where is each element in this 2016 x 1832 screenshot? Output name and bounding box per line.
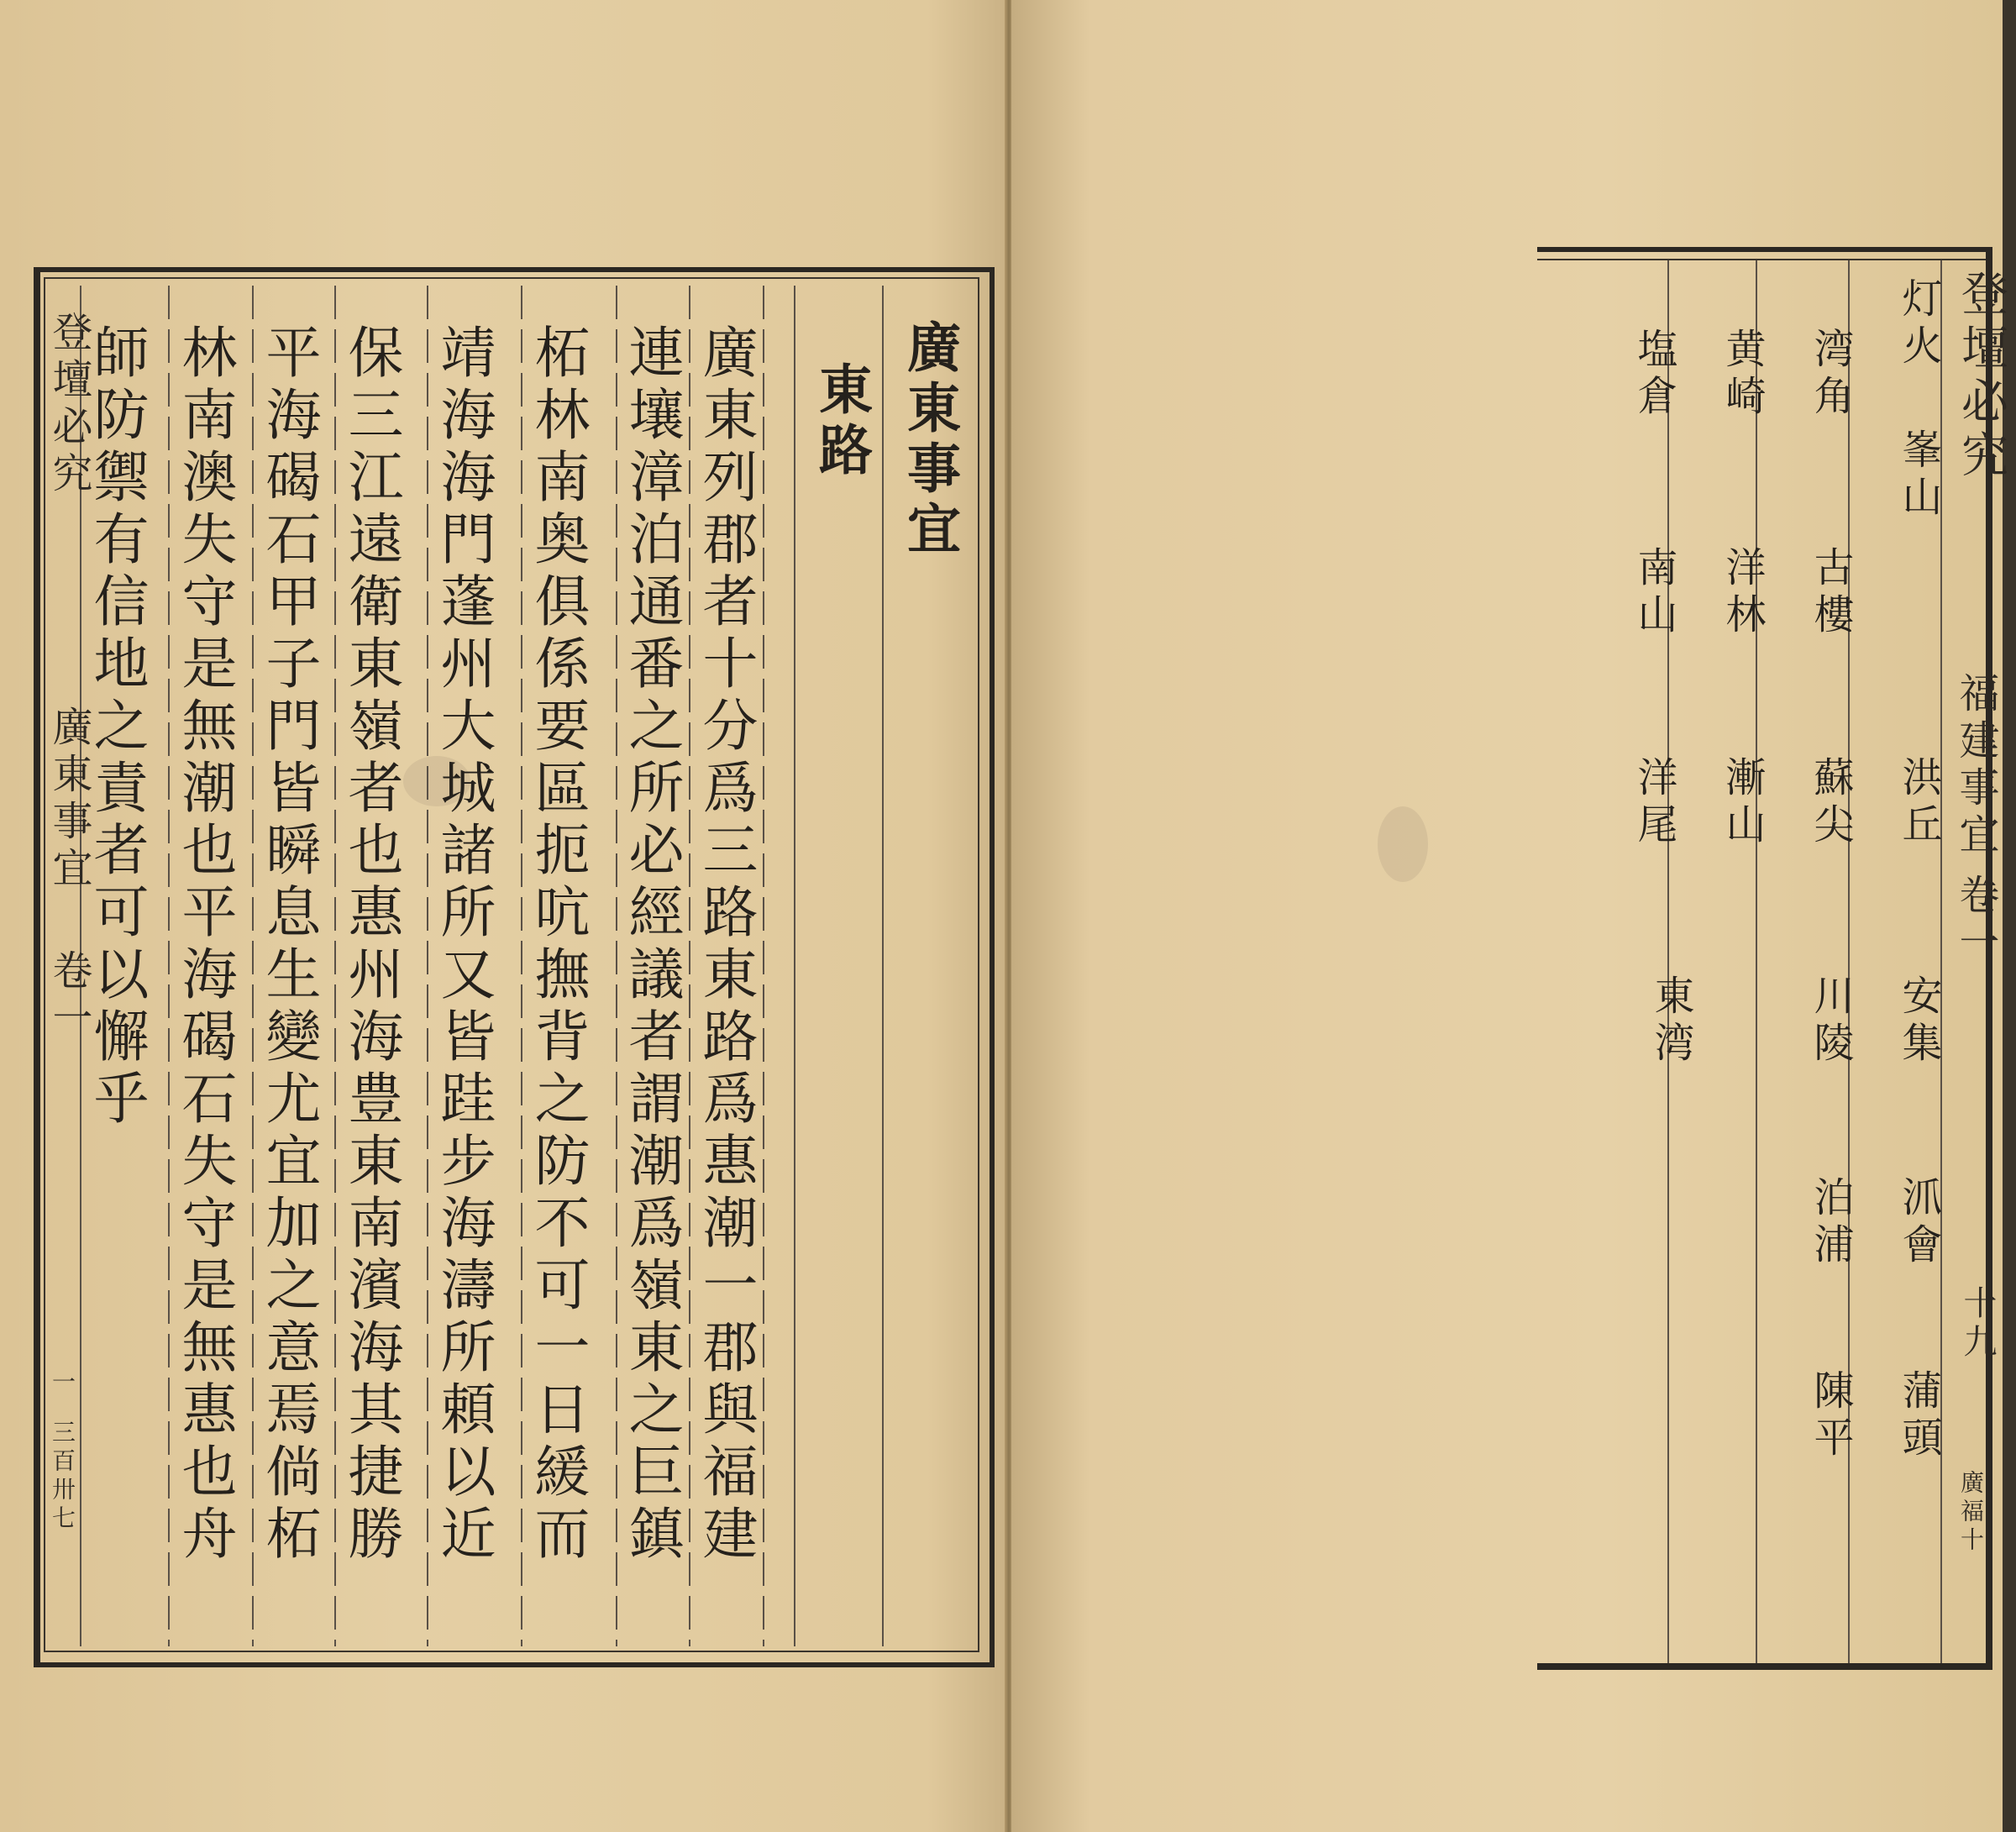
text-column: 靖海海門蓬州大城諸所又皆跬步海濤所頼以近: [431, 323, 496, 1567]
place-name: 洋尾: [1630, 756, 1677, 850]
text-column: 保三江遠衛東嶺者也惠州海豊東南濱海其捷勝: [339, 323, 403, 1567]
column-rule: [521, 286, 522, 1646]
margin-title: 登壇必究: [45, 311, 92, 499]
section-heading: 廣東事宜: [898, 319, 961, 561]
text-column: 連壤漳泊通番之所必經議者謂潮爲嶺東之巨鎮: [619, 323, 684, 1567]
right-page: [1011, 0, 2003, 1832]
place-name: 南山: [1630, 546, 1677, 640]
column-rule: [616, 286, 617, 1646]
subsection-heading: 東路: [810, 361, 873, 482]
folio-page: 三百卅七: [49, 1420, 76, 1534]
place-name: 蒲頭: [1895, 1369, 1942, 1463]
place-name: 陳平: [1807, 1369, 1854, 1463]
place-name: 漸山: [1719, 756, 1766, 850]
place-name: 塩倉: [1630, 328, 1677, 422]
column-rule: [252, 286, 254, 1646]
column-rule: [427, 286, 428, 1646]
place-name: 蘇尖: [1807, 756, 1854, 850]
column-rule: [334, 286, 336, 1646]
column-rule: [1756, 260, 1757, 1663]
right-page-frame-rule: [1537, 259, 1991, 260]
margin-volume: 卷一: [45, 949, 92, 1043]
margin-section: 廣東事宜: [45, 706, 92, 894]
place-name: 湾角: [1807, 328, 1854, 422]
text-column: 柘林南奥俱係要區扼吭撫背之防不可一日緩而: [525, 323, 590, 1567]
right-folio-number: 十九: [1958, 1285, 1997, 1362]
text-column: 平海碣石甲子門皆瞬息生變尤宜加之意焉倘柘: [256, 323, 321, 1567]
place-name: 川陵: [1807, 974, 1854, 1068]
paper-stain: [1378, 806, 1428, 882]
text-column: 師防禦有信地之責者可以懈乎: [84, 323, 149, 1131]
place-name: 安集: [1895, 974, 1942, 1068]
place-name: 古樓: [1807, 546, 1854, 640]
text-column: 林南澳失守是無潮也平海碣石失守是無惠也舟: [172, 323, 237, 1567]
place-name: 峯山: [1895, 428, 1942, 522]
place-name: 洪丘: [1895, 756, 1942, 850]
place-name: 灯火: [1895, 277, 1942, 371]
place-name: 黄崎: [1719, 328, 1766, 422]
folio-number: 一: [49, 1369, 76, 1398]
right-margin-volume: 卷一: [1952, 874, 1999, 968]
place-name: 泊浦: [1807, 1176, 1854, 1270]
place-name: 沠會: [1895, 1176, 1942, 1270]
right-margin-section: 福建事宜: [1952, 672, 1999, 860]
column-rule: [168, 286, 170, 1646]
text-column: 廣東列郡者十分爲三路東路爲惠潮一郡與福建: [693, 323, 758, 1567]
right-folio-tag: 廣福十: [1957, 1470, 1985, 1556]
column-rule: [794, 286, 795, 1646]
right-page-frame-bottom: [1537, 1663, 1991, 1670]
right-page-frame-top: [1537, 247, 1991, 252]
right-margin-title: 登壇必究: [1954, 269, 2008, 484]
column-rule: [882, 286, 884, 1646]
place-name: 東湾: [1647, 974, 1694, 1068]
column-rule: [689, 286, 690, 1646]
column-rule: [763, 286, 764, 1646]
place-name: 洋林: [1719, 546, 1766, 640]
column-rule: [1667, 260, 1669, 1663]
